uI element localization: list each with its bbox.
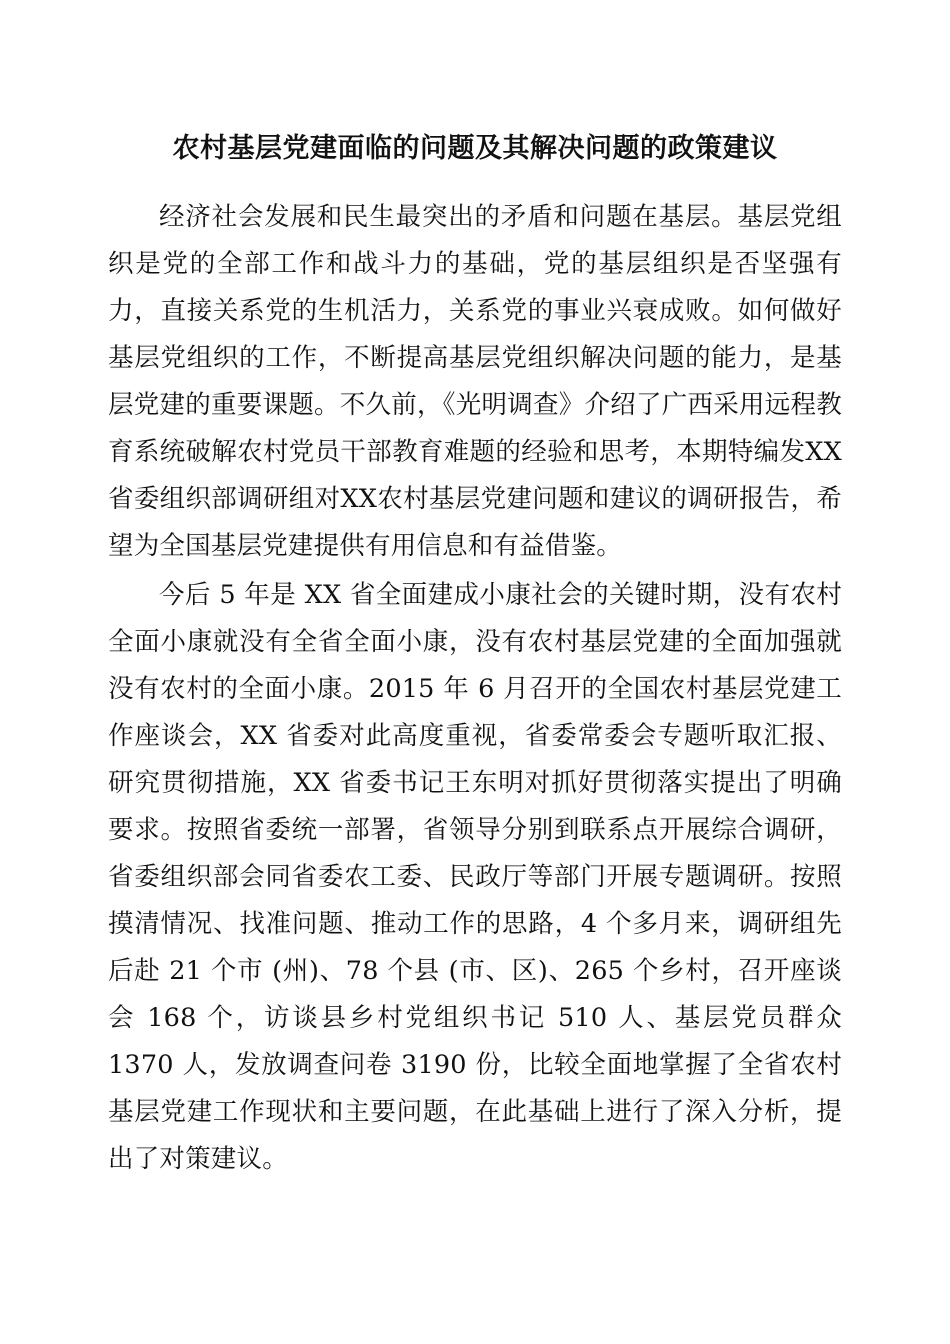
paragraph-2: 今后 5 年是 XX 省全面建成小康社会的关键时期，没有农村全面小康就没有全省全面小康，没有农村基层党建的全面加强就没有农村的全面小康。2015 年 6 月召开的全国农村基层党建工作座谈会，XX 省委对此高度重视，省委常委会专题听取汇报、研究贯彻措施，XX 省委书记王东明对抓好贯彻落实提出了明确要求。按照省委统一部署，省领导分别到联系点开展综合调研，省委组织部会同省委农工委、民政厅等部门开展专题调研。按照摸清情况、找准问题、推动工作的思路，4 个多月来，调研组先后赴 21 个市 (州)、78 个县 (市、区)、265 个乡村，召开座谈会 168 个，访谈县乡村党组织书记 510 人、基层党员群众 1370 人，发放调查问卷 3190 份，比较全面地掌握了全省农村基层党建工作现状和主要问题，在此基础上进行了深入分析，提出了对策建议。 bbox=[108, 579, 842, 1174]
page-title: 农村基层党建面临的问题及其解决问题的政策建议 bbox=[172, 133, 778, 164]
paragraph-1: 经济社会发展和民生最突出的矛盾和问题在基层。基层党组织是党的全部工作和战斗力的基础，党的基层组织是否坚强有力，直接关系党的生机活力，关系党的事业兴衰成败。如何做好基层党组织的工作，不断提高基层党组织解决问题的能力，是基层党建的重要课题。不久前，《光明调查》介绍了广西采用远程教育系统破解农村党员干部教育难题的经验和思考，本期特编发XX省委组织部调研组对XX农村基层党建问题和建议的调研报告，希望为全国基层党建提供有用信息和有益借鉴。 bbox=[108, 201, 842, 561]
document-body bbox=[108, 194, 842, 1183]
